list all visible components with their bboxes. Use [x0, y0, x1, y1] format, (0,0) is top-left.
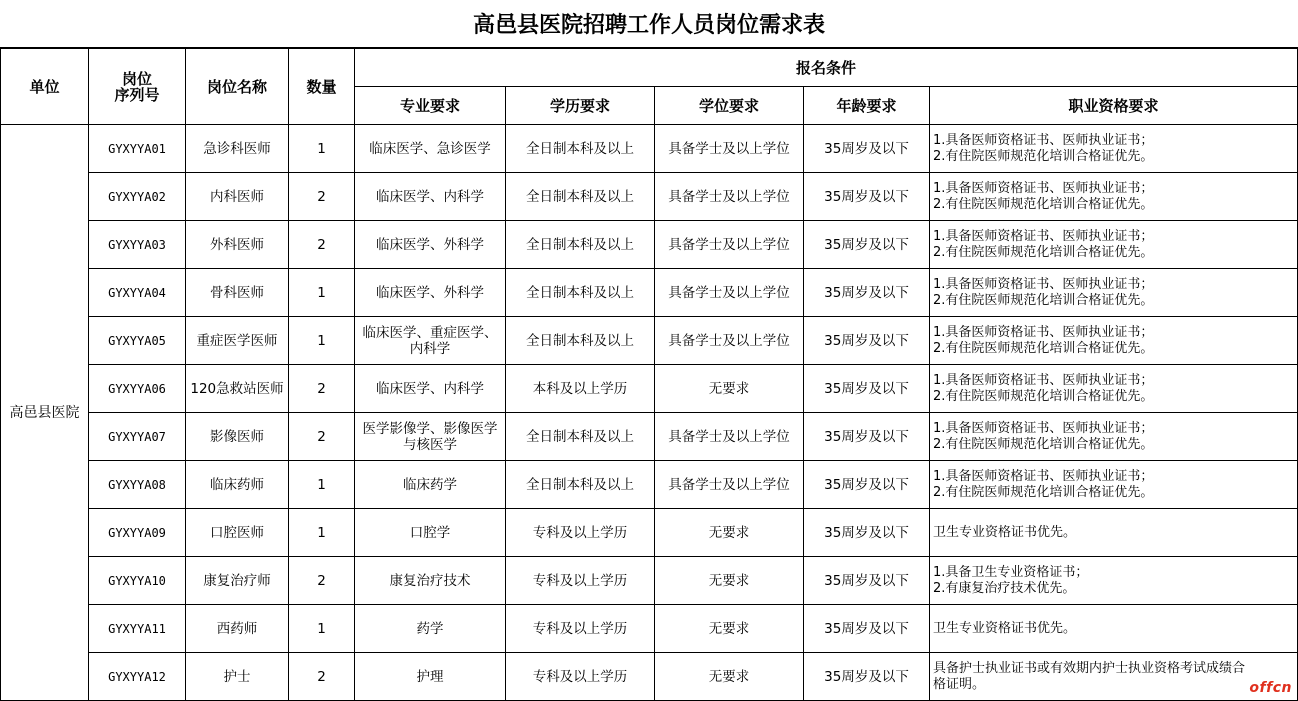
header-conditions: 报名条件	[355, 49, 1298, 87]
table-row	[1, 461, 1298, 509]
count-cell: 1	[289, 605, 355, 653]
watermark-logo: offcn	[1249, 680, 1292, 696]
page-title: 高邑县医院招聘工作人员岗位需求表	[0, 0, 1298, 48]
header-unit: 单位	[1, 49, 89, 125]
major-cell: 临床药学	[355, 461, 506, 509]
qualification-line: 2.有住院医师规范化培训合格证优先。	[933, 340, 1154, 356]
degree-cell: 具备学士及以上学位	[655, 221, 804, 269]
major-cell: 临床医学、内科学	[355, 365, 506, 413]
education-cell: 全日制本科及以上	[506, 413, 655, 461]
qualification-line: 1.具备医师资格证书、医师执业证书；	[933, 324, 1154, 340]
qualification-line: 卫生专业资格证书优先。	[933, 524, 1077, 540]
serial-cell: GYXYYA05	[89, 317, 186, 365]
qualification-cell	[930, 317, 1298, 365]
degree-cell: 无要求	[655, 653, 804, 701]
degree-cell: 具备学士及以上学位	[655, 173, 804, 221]
header-qualification: 职业资格要求	[930, 87, 1298, 125]
unit-cell: 高邑县医院	[1, 125, 89, 701]
serial-cell: GYXYYA04	[89, 269, 186, 317]
table-row	[1, 173, 1298, 221]
education-cell: 全日制本科及以上	[506, 125, 655, 173]
degree-cell: 无要求	[655, 557, 804, 605]
position-cell: 西药师	[186, 605, 289, 653]
serial-cell: GYXYYA08	[89, 461, 186, 509]
table-row	[1, 269, 1298, 317]
age-cell: 35周岁及以下	[804, 365, 930, 413]
count-cell: 2	[289, 221, 355, 269]
age-cell: 35周岁及以下	[804, 221, 930, 269]
table-row	[1, 653, 1298, 701]
degree-cell: 具备学士及以上学位	[655, 413, 804, 461]
education-cell: 本科及以上学历	[506, 365, 655, 413]
qualification-line: 1.具备医师资格证书、医师执业证书；	[933, 468, 1154, 484]
position-cell: 康复治疗师	[186, 557, 289, 605]
header-serial	[89, 49, 186, 125]
qualification-cell	[930, 557, 1298, 605]
qualification-line: 2.有康复治疗技术优先。	[933, 580, 1076, 596]
count-cell: 1	[289, 509, 355, 557]
count-cell: 2	[289, 557, 355, 605]
age-cell: 35周岁及以下	[804, 269, 930, 317]
age-cell: 35周岁及以下	[804, 125, 930, 173]
position-cell: 重症医学医师	[186, 317, 289, 365]
qualification-cell	[930, 365, 1298, 413]
position-cell: 影像医师	[186, 413, 289, 461]
position-cell: 骨科医师	[186, 269, 289, 317]
qualification-line: 2.有住院医师规范化培训合格证优先。	[933, 244, 1154, 260]
header-serial-line2: 序列号	[114, 85, 160, 104]
serial-cell: GYXYYA09	[89, 509, 186, 557]
table-row	[1, 221, 1298, 269]
degree-cell: 具备学士及以上学位	[655, 269, 804, 317]
education-cell: 全日制本科及以上	[506, 173, 655, 221]
qualification-cell	[930, 413, 1298, 461]
header-education: 学历要求	[506, 87, 655, 125]
count-cell: 1	[289, 317, 355, 365]
education-cell: 全日制本科及以上	[506, 461, 655, 509]
qualification-line: 2.有住院医师规范化培训合格证优先。	[933, 436, 1154, 452]
count-cell: 1	[289, 125, 355, 173]
position-cell: 急诊科医师	[186, 125, 289, 173]
degree-cell: 无要求	[655, 509, 804, 557]
age-cell: 35周岁及以下	[804, 461, 930, 509]
age-cell: 35周岁及以下	[804, 413, 930, 461]
education-cell: 专科及以上学历	[506, 653, 655, 701]
qualification-line: 1.具备医师资格证书、医师执业证书；	[933, 276, 1154, 292]
qualification-cell	[930, 269, 1298, 317]
major-cell: 康复治疗技术	[355, 557, 506, 605]
degree-cell: 具备学士及以上学位	[655, 317, 804, 365]
position-cell: 外科医师	[186, 221, 289, 269]
table-row	[1, 413, 1298, 461]
position-cell: 口腔医师	[186, 509, 289, 557]
qualification-line: 卫生专业资格证书优先。	[933, 620, 1077, 636]
recruitment-table	[0, 48, 1298, 701]
age-cell: 35周岁及以下	[804, 605, 930, 653]
table-row	[1, 365, 1298, 413]
header-age: 年龄要求	[804, 87, 930, 125]
serial-cell: GYXYYA06	[89, 365, 186, 413]
age-cell: 35周岁及以下	[804, 173, 930, 221]
age-cell: 35周岁及以下	[804, 557, 930, 605]
education-cell: 全日制本科及以上	[506, 317, 655, 365]
qualification-line: 具备护士执业证书或有效期内护士执业资格考试成绩合	[933, 660, 1246, 676]
position-cell: 120急救站医师	[186, 365, 289, 413]
header-count: 数量	[289, 49, 355, 125]
qualification-cell	[930, 509, 1298, 557]
major-cell: 临床医学、内科学	[355, 173, 506, 221]
major-cell: 临床医学、重症医学、内科学	[355, 317, 506, 365]
table-row	[1, 557, 1298, 605]
age-cell: 35周岁及以下	[804, 509, 930, 557]
header-major: 专业要求	[355, 87, 506, 125]
qualification-line: 2.有住院医师规范化培训合格证优先。	[933, 292, 1154, 308]
serial-cell: GYXYYA07	[89, 413, 186, 461]
qualification-line: 2.有住院医师规范化培训合格证优先。	[933, 148, 1154, 164]
degree-cell: 具备学士及以上学位	[655, 125, 804, 173]
qualification-cell	[930, 605, 1298, 653]
header-degree: 学位要求	[655, 87, 804, 125]
table-row	[1, 605, 1298, 653]
qualification-cell	[930, 173, 1298, 221]
header-serial-line1: 岗位	[121, 69, 152, 88]
education-cell: 全日制本科及以上	[506, 269, 655, 317]
major-cell: 药学	[355, 605, 506, 653]
major-cell: 护理	[355, 653, 506, 701]
count-cell: 2	[289, 413, 355, 461]
major-cell: 临床医学、外科学	[355, 221, 506, 269]
count-cell: 2	[289, 173, 355, 221]
serial-cell: GYXYYA02	[89, 173, 186, 221]
serial-cell: GYXYYA11	[89, 605, 186, 653]
count-cell: 1	[289, 461, 355, 509]
major-cell: 临床医学、外科学	[355, 269, 506, 317]
qualification-line: 1.具备医师资格证书、医师执业证书；	[933, 228, 1154, 244]
age-cell: 35周岁及以下	[804, 653, 930, 701]
count-cell: 2	[289, 365, 355, 413]
table-row	[1, 125, 1298, 173]
education-cell: 专科及以上学历	[506, 605, 655, 653]
major-cell: 临床医学、急诊医学	[355, 125, 506, 173]
major-cell: 医学影像学、影像医学与核医学	[355, 413, 506, 461]
qualification-line: 1.具备医师资格证书、医师执业证书；	[933, 420, 1154, 436]
qualification-line: 1.具备医师资格证书、医师执业证书；	[933, 180, 1154, 196]
qualification-cell	[930, 653, 1298, 701]
major-cell: 口腔学	[355, 509, 506, 557]
age-cell: 35周岁及以下	[804, 317, 930, 365]
count-cell: 1	[289, 269, 355, 317]
table-row	[1, 509, 1298, 557]
serial-cell: GYXYYA12	[89, 653, 186, 701]
degree-cell: 具备学士及以上学位	[655, 461, 804, 509]
qualification-cell	[930, 461, 1298, 509]
education-cell: 全日制本科及以上	[506, 221, 655, 269]
qualification-line: 2.有住院医师规范化培训合格证优先。	[933, 196, 1154, 212]
degree-cell: 无要求	[655, 605, 804, 653]
qualification-line: 1.具备卫生专业资格证书；	[933, 564, 1089, 580]
position-cell: 护士	[186, 653, 289, 701]
table-row	[1, 317, 1298, 365]
position-cell: 内科医师	[186, 173, 289, 221]
qualification-line: 2.有住院医师规范化培训合格证优先。	[933, 388, 1154, 404]
qualification-cell	[930, 125, 1298, 173]
education-cell: 专科及以上学历	[506, 509, 655, 557]
serial-cell: GYXYYA10	[89, 557, 186, 605]
serial-cell: GYXYYA03	[89, 221, 186, 269]
qualification-line: 2.有住院医师规范化培训合格证优先。	[933, 484, 1154, 500]
qualification-line: 1.具备医师资格证书、医师执业证书；	[933, 132, 1154, 148]
count-cell: 2	[289, 653, 355, 701]
position-cell: 临床药师	[186, 461, 289, 509]
qualification-line: 格证明。	[933, 676, 986, 692]
qualification-line: 1.具备医师资格证书、医师执业证书；	[933, 372, 1154, 388]
header-position: 岗位名称	[186, 49, 289, 125]
serial-cell: GYXYYA01	[89, 125, 186, 173]
qualification-cell	[930, 221, 1298, 269]
education-cell: 专科及以上学历	[506, 557, 655, 605]
degree-cell: 无要求	[655, 365, 804, 413]
